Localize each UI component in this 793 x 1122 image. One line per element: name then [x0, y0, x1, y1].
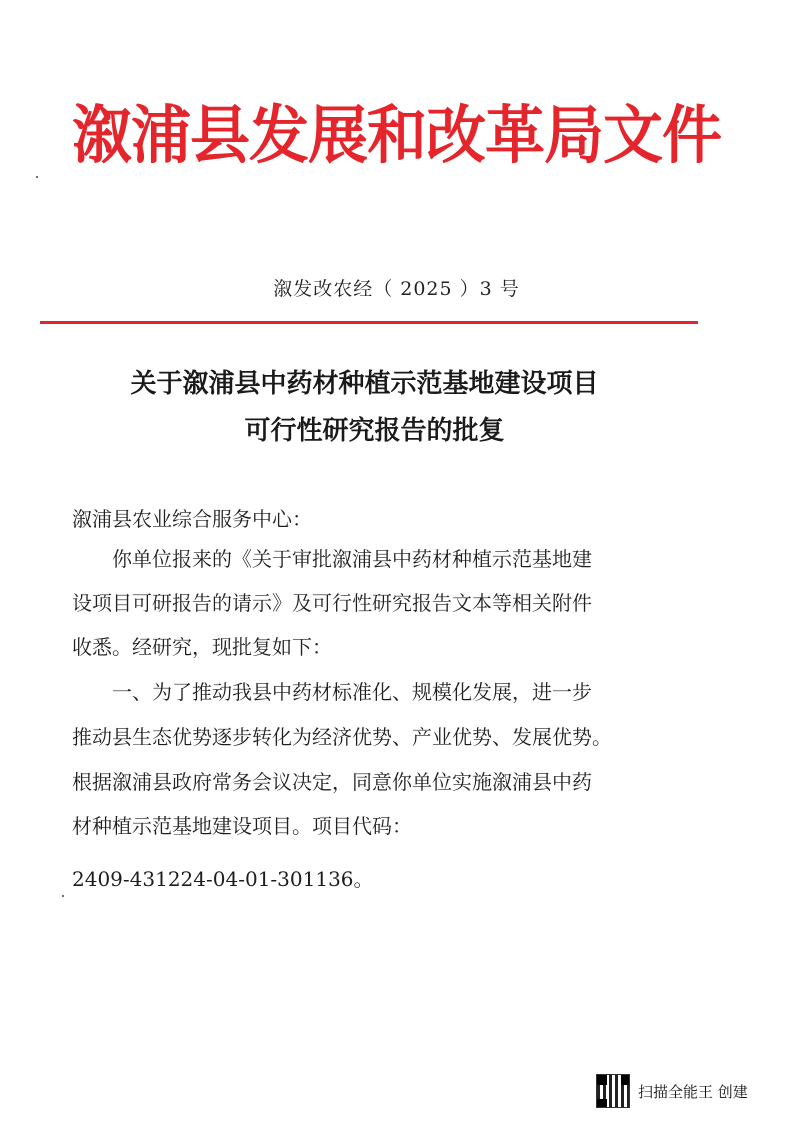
body-line: 根据溆浦县政府常务会议决定，同意你单位实施溆浦县中药: [72, 770, 592, 794]
scan-speck: [62, 895, 64, 897]
scanner-label: 扫描全能王 创建: [638, 1082, 748, 1101]
addressee: 溆浦县农业综合服务中心：: [72, 507, 312, 531]
body-line: 推动县生态优势逐步转化为经济优势、产业优势、发展优势。: [72, 725, 612, 749]
scan-speck: [36, 176, 38, 178]
masthead: 溆浦县发展和改革局文件: [72, 99, 721, 173]
body-line: 材种植示范基地建设项目。项目代码：: [72, 814, 412, 838]
body-line: 你单位报来的《关于审批溆浦县中药材种植示范基地建: [72, 547, 592, 571]
qr-code-icon: [596, 1074, 630, 1108]
title-line-1: 关于溆浦县中药材种植示范基地建设项目: [130, 369, 599, 399]
scanner-watermark: [596, 1074, 748, 1108]
project-code: 2409-431224-04-01-301136。: [72, 867, 374, 891]
document-number: 溆发改农经（ 2025 ）3 号: [273, 278, 520, 300]
body-line: 一、为了推动我县中药材标准化、规模化发展，进一步: [72, 680, 592, 704]
body-line: 设项目可研报告的请示》及可行性研究报告文本等相关附件: [72, 591, 592, 615]
title-line-2: 可行性研究报告的批复: [244, 416, 505, 446]
red-divider: [40, 321, 698, 324]
body-line: 收悉。经研究，现批复如下：: [72, 635, 332, 659]
